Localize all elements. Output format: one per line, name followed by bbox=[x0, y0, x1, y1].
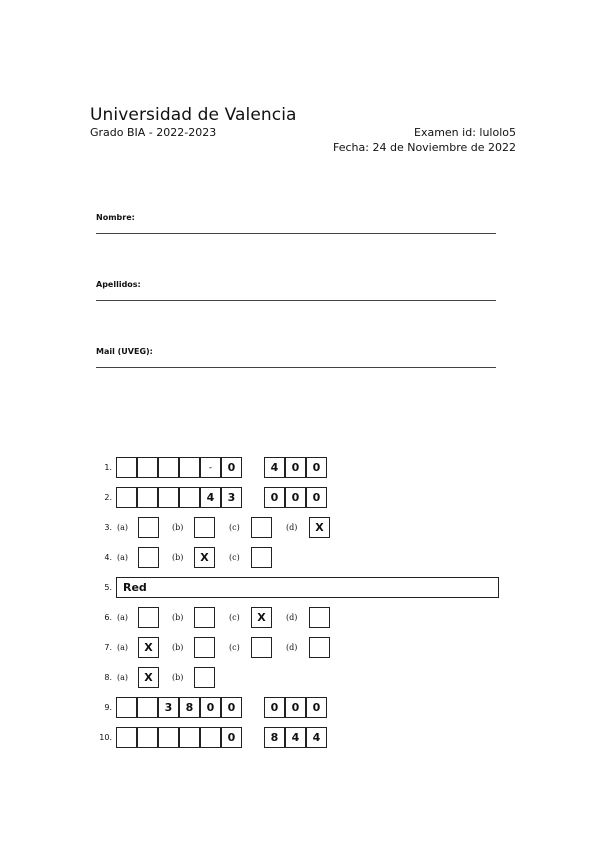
option-label: (a) bbox=[117, 613, 129, 622]
exam-date: Fecha: 24 de Noviembre de 2022 bbox=[333, 141, 516, 154]
digit-box[interactable]: 8 bbox=[179, 697, 200, 718]
question-number: 9. bbox=[104, 703, 112, 712]
digit-box[interactable]: 0 bbox=[200, 697, 221, 718]
option-checkbox[interactable] bbox=[309, 607, 330, 628]
option-checkbox[interactable] bbox=[194, 667, 215, 688]
digit-box[interactable] bbox=[116, 727, 137, 748]
digit-box[interactable] bbox=[158, 457, 179, 478]
option-label: (c) bbox=[229, 553, 240, 562]
digit-box[interactable] bbox=[137, 487, 158, 508]
option-checkbox[interactable] bbox=[251, 517, 272, 538]
digit-box[interactable] bbox=[137, 457, 158, 478]
digit-box[interactable]: 3 bbox=[221, 487, 242, 508]
option-checkbox[interactable] bbox=[194, 637, 215, 658]
decimal-box[interactable]: 0 bbox=[285, 697, 306, 718]
option-label: (d) bbox=[286, 523, 298, 532]
option-label: (c) bbox=[229, 523, 240, 532]
digit-box[interactable] bbox=[179, 727, 200, 748]
option-checkbox[interactable] bbox=[138, 607, 159, 628]
digit-box[interactable] bbox=[116, 487, 137, 508]
option-label: (a) bbox=[117, 553, 129, 562]
option-label: (b) bbox=[172, 643, 184, 652]
decimal-box[interactable]: 0 bbox=[306, 697, 327, 718]
question-number: 3. bbox=[104, 523, 112, 532]
surname-field[interactable] bbox=[96, 300, 496, 301]
digit-box[interactable] bbox=[179, 457, 200, 478]
university-title: Universidad de Valencia bbox=[90, 105, 297, 125]
question-number: 10. bbox=[99, 733, 112, 742]
question-number: 5. bbox=[104, 583, 112, 592]
option-checkbox[interactable] bbox=[251, 547, 272, 568]
digit-box[interactable] bbox=[137, 727, 158, 748]
question-number: 4. bbox=[104, 553, 112, 562]
option-label: (c) bbox=[229, 643, 240, 652]
option-checkbox[interactable] bbox=[251, 637, 272, 658]
text-answer-box[interactable]: Red bbox=[116, 577, 499, 598]
digit-box[interactable]: - bbox=[200, 457, 221, 478]
option-label: (a) bbox=[117, 643, 129, 652]
decimal-box[interactable]: 0 bbox=[264, 487, 285, 508]
option-label: (b) bbox=[172, 673, 184, 682]
option-checkbox[interactable] bbox=[194, 607, 215, 628]
option-label: (b) bbox=[172, 613, 184, 622]
option-label: (a) bbox=[117, 673, 129, 682]
question-number: 8. bbox=[104, 673, 112, 682]
digit-box[interactable]: 4 bbox=[200, 487, 221, 508]
option-checkbox[interactable]: X bbox=[194, 547, 215, 568]
option-checkbox[interactable]: X bbox=[138, 667, 159, 688]
option-label: (d) bbox=[286, 643, 298, 652]
option-label: (d) bbox=[286, 613, 298, 622]
option-label: (a) bbox=[117, 523, 129, 532]
question-number: 7. bbox=[104, 643, 112, 652]
decimal-box[interactable]: 0 bbox=[285, 487, 306, 508]
option-label: (b) bbox=[172, 523, 184, 532]
option-checkbox[interactable] bbox=[194, 517, 215, 538]
decimal-box[interactable]: 8 bbox=[264, 727, 285, 748]
question-number: 6. bbox=[104, 613, 112, 622]
option-checkbox[interactable] bbox=[138, 517, 159, 538]
surname-label: Apellidos: bbox=[96, 280, 141, 289]
decimal-box[interactable]: 0 bbox=[306, 457, 327, 478]
name-field[interactable] bbox=[96, 233, 496, 234]
digit-box[interactable] bbox=[179, 487, 200, 508]
question-number: 1. bbox=[104, 463, 112, 472]
option-checkbox[interactable] bbox=[309, 637, 330, 658]
option-label: (c) bbox=[229, 613, 240, 622]
decimal-box[interactable]: 0 bbox=[264, 697, 285, 718]
decimal-box[interactable]: 0 bbox=[306, 487, 327, 508]
option-checkbox[interactable] bbox=[138, 547, 159, 568]
option-checkbox[interactable]: X bbox=[309, 517, 330, 538]
digit-box[interactable] bbox=[116, 697, 137, 718]
digit-box[interactable] bbox=[116, 457, 137, 478]
digit-box[interactable]: 0 bbox=[221, 457, 242, 478]
mail-field[interactable] bbox=[96, 367, 496, 368]
digit-box[interactable] bbox=[200, 727, 221, 748]
option-checkbox[interactable]: X bbox=[138, 637, 159, 658]
option-label: (b) bbox=[172, 553, 184, 562]
option-checkbox[interactable]: X bbox=[251, 607, 272, 628]
digit-box[interactable]: 0 bbox=[221, 697, 242, 718]
decimal-box[interactable]: 0 bbox=[285, 457, 306, 478]
mail-label: Mail (UVEG): bbox=[96, 347, 153, 356]
digit-box[interactable] bbox=[158, 727, 179, 748]
name-label: Nombre: bbox=[96, 213, 135, 222]
digit-box[interactable] bbox=[158, 487, 179, 508]
decimal-box[interactable]: 4 bbox=[285, 727, 306, 748]
decimal-box[interactable]: 4 bbox=[306, 727, 327, 748]
digit-box[interactable]: 3 bbox=[158, 697, 179, 718]
decimal-box[interactable]: 4 bbox=[264, 457, 285, 478]
digit-box[interactable]: 0 bbox=[221, 727, 242, 748]
degree-label: Grado BIA - 2022-2023 bbox=[90, 126, 217, 139]
digit-box[interactable] bbox=[137, 697, 158, 718]
question-number: 2. bbox=[104, 493, 112, 502]
exam-id: Examen id: lulolo5 bbox=[414, 126, 516, 139]
